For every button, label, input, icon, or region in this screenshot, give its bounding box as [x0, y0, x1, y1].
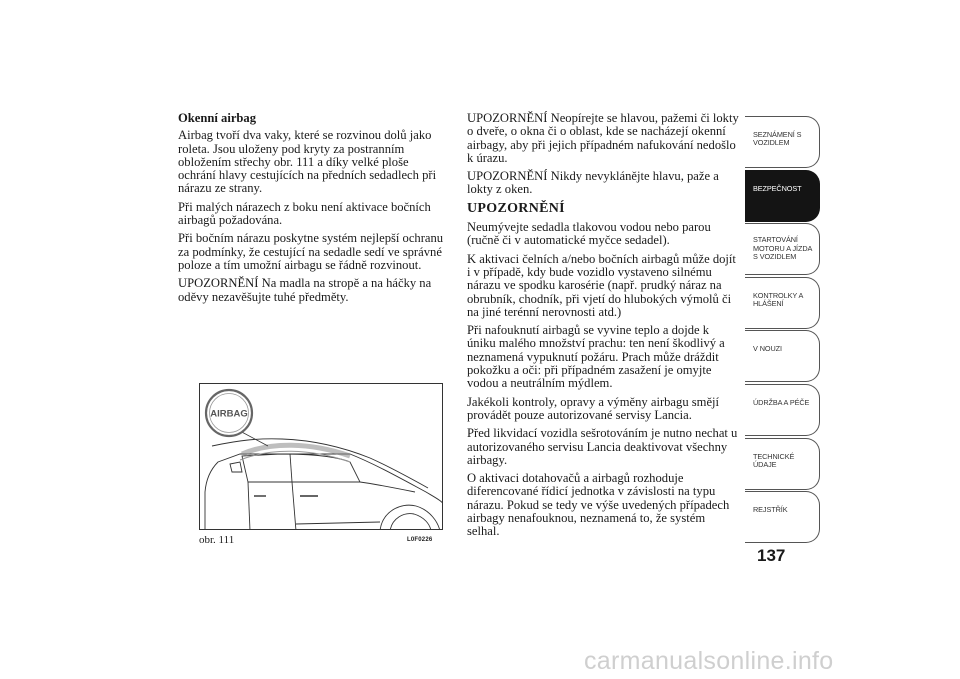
tab-technicke-udaje[interactable]: TECHNICKÉ ÚDAJE — [745, 438, 820, 490]
car-drawing — [200, 384, 443, 530]
paragraph: Airbag tvoří dva vaky, které se rozvinou dolů jako roleta. Jsou uloženy pod kryty za postranním obložením střechy obr. 111 a díky velké ploše ochrání hlavy cestujících na předních sedadlech při nárazu ze strany. — [178, 128, 437, 196]
tab-seznameni-s-vozidlem[interactable]: SEZNÁMENÍ S VOZIDLEM — [745, 116, 820, 168]
watermark: carmanualsonline.info — [584, 647, 834, 675]
right-column — [467, 112, 739, 544]
airbag-badge-text: AIRBAG — [210, 408, 248, 420]
paragraph: Při bočním nárazu poskytne systém nejlepší ochranu za podmínky, že cestující na sedadle sedí ve správné poloze a tím umožní airbagu se řádně rozvinout. — [178, 231, 444, 272]
page-number: 137 — [757, 546, 786, 565]
warning-paragraph: UPOZORNĚNÍ Nikdy nevyklánějte hlavu, paže a lokty z oken. — [467, 169, 719, 197]
warning-heading: UPOZORNĚNÍ — [467, 200, 565, 216]
figure-code: L0F0226 — [407, 537, 433, 543]
tab-rejstrik[interactable]: REJSTŘÍK — [745, 491, 820, 543]
tab-bezpecnost[interactable]: BEZPEČNOST — [745, 170, 820, 222]
paragraph: O aktivaci dotahovačů a airbagů rozhoduje diferencované řídicí jednotka v závislosti na typu nárazu. Pokud se tedy ve výše uvedených případech airbagy nenafouknou, neznamená to, že systém selhal. — [467, 471, 730, 539]
paragraph: Neumývejte sedadla tlakovou vodou nebo parou (ručně či v automatické myčce sedadel). — [467, 220, 711, 248]
chapter-tabs — [745, 116, 820, 545]
tab-kontrolky-a-hlaseni[interactable]: KONTROLKY A HLÁŠENÍ — [745, 277, 820, 329]
warning-paragraph: UPOZORNĚNÍ Na madla na stropě a na háčky na oděvy nezavěšujte tuhé předměty. — [178, 276, 432, 304]
figure-car-illustration — [199, 383, 443, 530]
tab-udrzba-a-pece[interactable]: ÚDRŽBA A PÉČE — [745, 384, 820, 436]
paragraph: Jakékoli kontroly, opravy a výměny airbagu smějí provádět pouze autorizované servisy Lancia. — [467, 394, 720, 422]
paragraph: Při malých nárazech z boku není aktivace bočních airbagů požadována. — [178, 199, 431, 228]
paragraph: Před likvidací vozidla sešrotováním je nutno nechat u autorizovaného servisu Lancia deaktivovat všechny airbagy. — [467, 426, 738, 467]
section-heading: Okenní airbag — [178, 111, 257, 125]
warning-paragraph: UPOZORNĚNÍ Neopírejte se hlavou, pažemi či lokty o dveře, o okna či o oblast, kde se nacházejí okenní airbagy, aby při jejich případném nafukování nedošlo k úrazu. — [467, 111, 739, 165]
figure-caption: obr. 111 — [199, 534, 235, 546]
left-column — [178, 112, 446, 309]
paragraph: Při nafouknutí airbagů se vyvine teplo a dojde k úniku malého množství prachu: ten není škodlivý a neznamená vypuknutí požáru. Prach může dráždit pokožku a oči: při případném zasažení je omyjte vodou a neutrálním mýdlem. — [467, 323, 725, 391]
tab-v-nouzi[interactable]: V NOUZI — [745, 330, 820, 382]
paragraph: K aktivaci čelních a/nebo bočních airbagů může dojít i v případě, kdy bude vozidlo vystaveno silnému nárazu ve spodku karosérie (např. prudký náraz na obrubník, chodník, při vjetí do hlubokých výmolů či na jiné terénní nerovnosti atd.) — [467, 251, 736, 319]
tab-startovani-motoru[interactable]: STARTOVÁNÍ MOTORU A JÍZDA S VOZIDLEM — [745, 223, 820, 275]
